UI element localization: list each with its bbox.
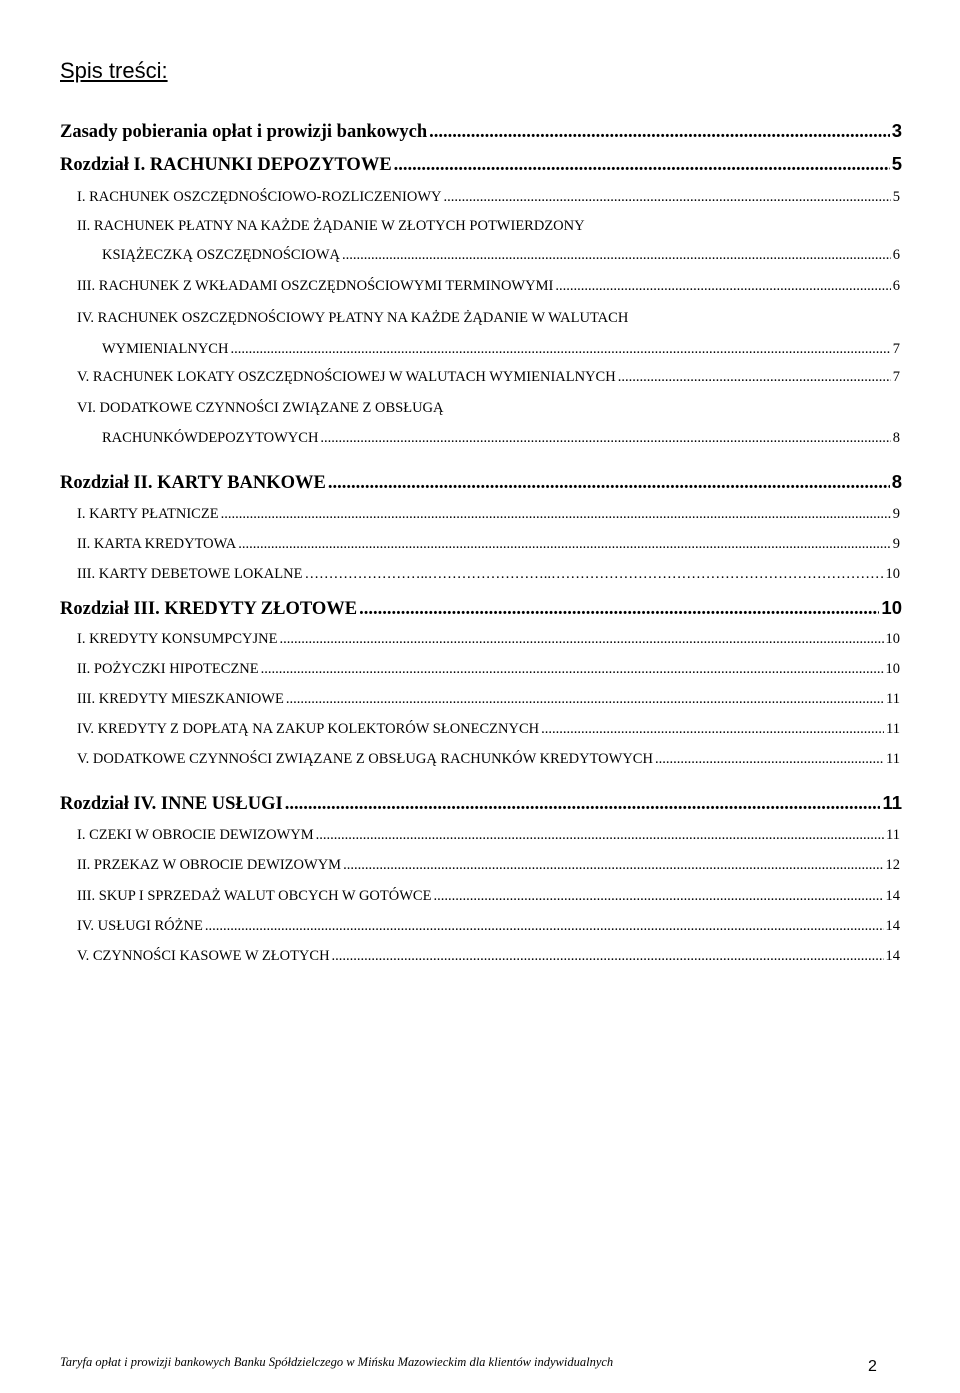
toc-leader <box>655 750 884 768</box>
toc-chapter-4[interactable] <box>60 792 902 815</box>
toc-entry-text: II. KARTA KREDYTOWA <box>77 536 237 552</box>
toc-entry-rules[interactable] <box>60 120 902 143</box>
toc-leader <box>555 277 890 295</box>
toc-entry-text: III. KREDYTY MIESZKANIOWE <box>77 691 284 707</box>
toc-entry-text: II. PRZEKAZ W OBROCIE DEWIZOWYM <box>77 857 342 873</box>
toc-entry[interactable] <box>77 565 900 583</box>
toc-entry-text: I. RACHUNEK OSZCZĘDNOŚCIOWO-ROZLICZENIOWY <box>77 189 442 205</box>
toc-page-number: 11 <box>886 721 900 737</box>
toc-entry-text: I. KREDYTY KONSUMPCYJNE <box>77 631 278 647</box>
toc-leader <box>394 154 890 176</box>
toc-page-number: 14 <box>885 948 900 964</box>
toc-page-number: 10 <box>885 631 900 647</box>
toc-entry-text: RACHUNKÓWDEPOZYTOWYCH <box>102 430 319 446</box>
toc-entry-text: I. CZEKI W OBROCIE DEWIZOWYM <box>77 827 314 843</box>
toc-page-number: 7 <box>892 341 900 357</box>
toc-leader <box>332 947 884 965</box>
toc-page-number: 6 <box>892 278 900 294</box>
toc-chapter-2[interactable] <box>60 471 902 494</box>
toc-title: Spis treści: <box>60 58 168 83</box>
toc-leader <box>342 246 891 264</box>
toc-leader <box>279 630 883 648</box>
toc-entry-text: IV. USŁUGI RÓŻNE <box>77 918 203 934</box>
toc-chapter-1[interactable] <box>60 153 902 176</box>
toc-entry[interactable] <box>77 368 900 386</box>
toc-entry-text: KSIĄŻECZKĄ OSZCZĘDNOŚCIOWĄ <box>102 247 341 263</box>
toc-entry[interactable] <box>77 690 900 708</box>
toc-leader <box>316 826 884 844</box>
toc-entry[interactable] <box>77 277 900 295</box>
toc-entry-text: WYMIENIALNYCH <box>102 341 229 357</box>
toc-page-number: 10 <box>881 597 902 618</box>
toc-entry[interactable] <box>77 630 900 648</box>
toc-entry-text: III. SKUP I SPRZEDAŻ WALUT OBCYCH W GOTÓWCE <box>77 888 432 904</box>
toc-entry[interactable] <box>77 947 900 965</box>
toc-entry-text: III. KARTY DEBETOWE LOKALNE <box>77 566 303 582</box>
toc-page-number: 11 <box>886 827 900 843</box>
toc-entry-continuation[interactable] <box>102 340 900 358</box>
toc-leader <box>429 121 890 143</box>
toc-entry[interactable] <box>77 309 900 327</box>
toc-page-number: 11 <box>886 691 900 707</box>
toc-entry-text: Rozdział II. KARTY BANKOWE <box>60 473 326 493</box>
toc-entry-text: V. CZYNNOŚCI KASOWE W ZŁOTYCH <box>77 948 330 964</box>
toc-entry[interactable] <box>77 505 900 523</box>
toc-leader <box>285 793 881 815</box>
toc-page-number: 3 <box>891 120 902 141</box>
toc-entry-text: II. POŻYCZKI HIPOTECZNE <box>77 661 259 677</box>
toc-leader <box>238 535 891 553</box>
toc-entry-continuation[interactable] <box>102 429 900 447</box>
toc-page-number: 8 <box>892 430 900 446</box>
toc-page-number: 7 <box>892 369 900 385</box>
toc-entry-text: IV. KREDYTY Z DOPŁATĄ NA ZAKUP KOLEKTORÓW SŁONECZNYCH <box>77 721 540 737</box>
toc-leader <box>328 472 890 494</box>
toc-entry[interactable] <box>77 887 900 905</box>
toc-leader <box>286 690 884 708</box>
toc-page-number: 8 <box>891 471 902 492</box>
toc-entry-text: Rozdział IV. INNE USŁUGI <box>60 794 283 814</box>
toc-leader <box>433 887 883 905</box>
toc-page-number: 14 <box>885 888 900 904</box>
toc-entry[interactable] <box>77 917 900 935</box>
toc-leader <box>320 429 890 447</box>
toc-leader <box>541 720 884 738</box>
toc-entry[interactable] <box>77 188 900 206</box>
toc-entry-text: V. RACHUNEK LOKATY OSZCZĘDNOŚCIOWEJ W WALUTACH WYMIENIALNYCH <box>77 369 616 385</box>
toc-page-number: 9 <box>892 536 900 552</box>
toc-entry[interactable] <box>77 856 900 874</box>
toc-leader <box>443 188 890 206</box>
toc-page-number: 12 <box>885 857 900 873</box>
toc-entry-text: Rozdział III. KREDYTY ZŁOTOWE <box>60 599 358 619</box>
toc-leader <box>618 368 891 386</box>
toc-entry-text: VI. DODATKOWE CZYNNOŚCI ZWIĄZANE Z OBSŁUGĄ <box>77 400 444 416</box>
toc-leader <box>221 505 891 523</box>
toc-entry[interactable] <box>77 399 900 417</box>
toc-leader <box>261 660 884 678</box>
toc-entry-text: Zasady pobierania opłat i prowizji bankowych <box>60 122 428 142</box>
toc-leader <box>343 856 883 874</box>
toc-page-number: 11 <box>882 792 902 813</box>
toc-entry-continuation[interactable] <box>102 246 900 264</box>
page-number: 2 <box>868 1358 877 1375</box>
toc-chapter-3[interactable] <box>60 597 902 620</box>
toc-entry[interactable] <box>77 826 900 844</box>
toc-entry-text: II. RACHUNEK PŁATNY NA KAŻDE ŻĄDANIE W ZŁOTYCH POTWIERDZONY <box>77 218 585 234</box>
toc-page-number: 9 <box>892 506 900 522</box>
toc-page-number: 10 <box>885 566 900 582</box>
toc-leader <box>359 598 879 620</box>
toc-page-number: 11 <box>886 751 900 767</box>
toc-leader <box>205 917 884 935</box>
toc-entry[interactable] <box>77 217 900 235</box>
toc-entry[interactable] <box>77 750 900 768</box>
toc-leader <box>304 565 883 583</box>
toc-entry-text: III. RACHUNEK Z WKŁADAMI OSZCZĘDNOŚCIOWYMI TERMINOWYMI <box>77 278 554 294</box>
toc-entry-text: Rozdział I. RACHUNKI DEPOZYTOWE <box>60 155 392 175</box>
toc-page-number: 6 <box>892 247 900 263</box>
toc-entry[interactable] <box>77 660 900 678</box>
toc-entry-text: V. DODATKOWE CZYNNOŚCI ZWIĄZANE Z OBSŁUGĄ RACHUNKÓW KREDYTOWYCH <box>77 751 653 767</box>
toc-leader <box>230 340 890 358</box>
toc-entry[interactable] <box>77 720 900 738</box>
toc-page-number: 10 <box>885 661 900 677</box>
page-footer: Taryfa opłat i prowizji bankowych Banku Spółdzielczego w Mińsku Mazowieckim dla klientów indywidualnych <box>60 1355 614 1369</box>
toc-page-number: 5 <box>891 153 902 174</box>
toc-page-number: 5 <box>892 189 900 205</box>
toc-entry-text: IV. RACHUNEK OSZCZĘDNOŚCIOWY PŁATNY NA KAŻDE ŻĄDANIE W WALUTACH <box>77 310 629 326</box>
toc-entry[interactable] <box>77 535 900 553</box>
toc-page-number: 14 <box>885 918 900 934</box>
toc-entry-text: I. KARTY PŁATNICZE <box>77 506 219 522</box>
